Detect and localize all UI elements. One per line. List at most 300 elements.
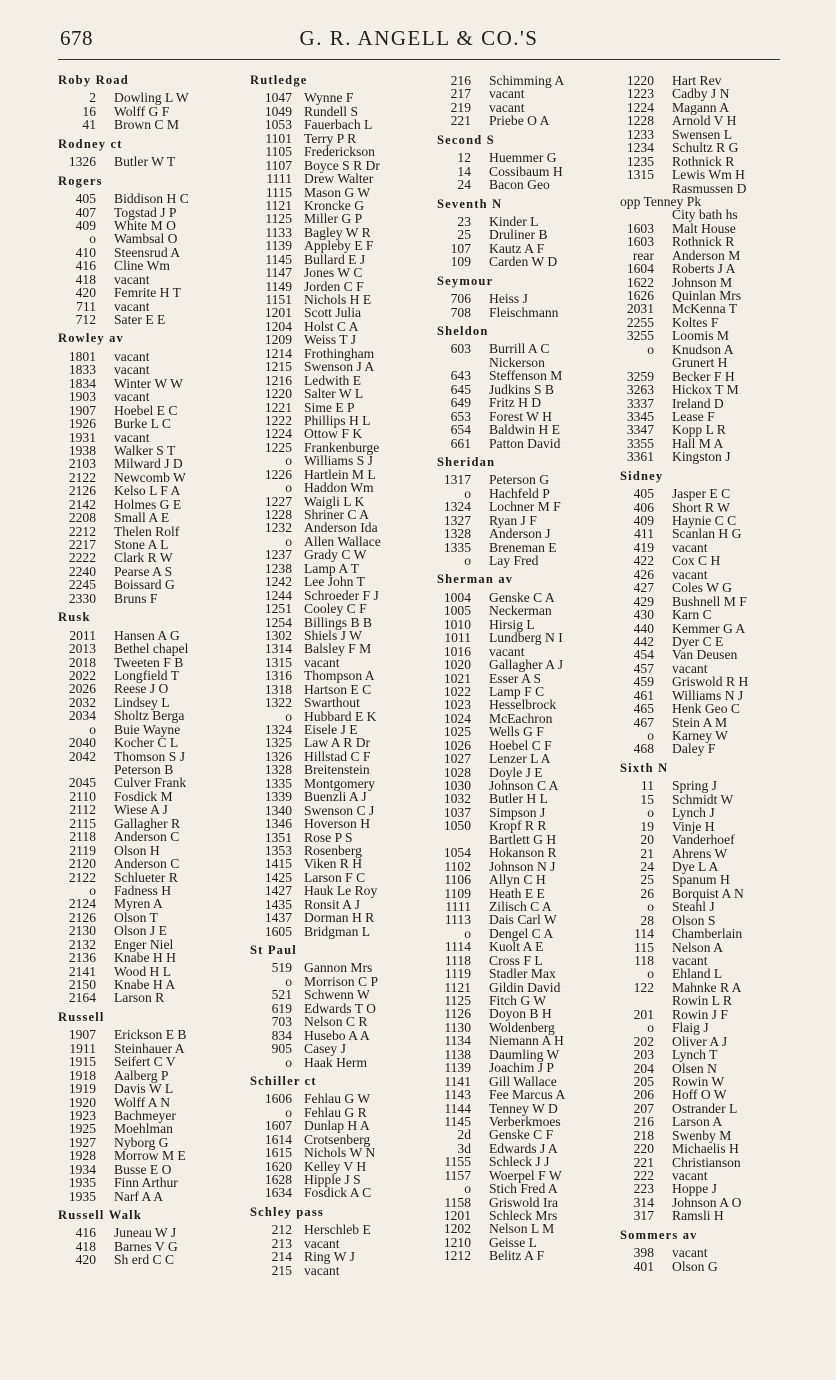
resident-name: Hipple J S: [304, 1172, 361, 1187]
resident-name: Hoppe J: [672, 1181, 717, 1197]
directory-entry: [58, 736, 258, 749]
resident-name: Van Deusen: [672, 647, 738, 663]
resident-name: Lindsey L: [114, 694, 170, 710]
directory-entry: [250, 508, 450, 521]
resident-name: Husebo A A: [304, 1027, 370, 1043]
directory-entry: [437, 500, 637, 513]
directory-entry: [620, 527, 820, 540]
directory-entry: [58, 642, 258, 655]
resident-name: Biddison H C: [114, 191, 189, 207]
directory-entry: [437, 1236, 637, 1249]
resident-name: Dorman H R: [304, 910, 375, 926]
directory-entry: [437, 752, 637, 765]
directory-entry: [250, 710, 450, 723]
house-number: 1115: [265, 184, 292, 200]
house-number: 3d: [457, 1140, 471, 1156]
house-number: 1144: [444, 1100, 471, 1116]
directory-entry: [437, 792, 637, 805]
house-number: 465: [633, 701, 654, 717]
house-number: 207: [633, 1100, 654, 1116]
house-number: o: [285, 1054, 292, 1070]
house-number: 1020: [443, 657, 471, 673]
resident-name: Wynne F: [304, 90, 354, 106]
directory-entry: [437, 604, 637, 617]
directory-entry: [437, 215, 637, 228]
directory-entry: [250, 1002, 450, 1015]
directory-entry: [620, 806, 820, 819]
directory-entry: [437, 766, 637, 779]
directory-entry: [250, 1056, 450, 1069]
house-number: 1114: [444, 939, 471, 955]
street-heading: Rowley av: [58, 331, 125, 346]
house-number: 2240: [68, 563, 96, 579]
street-heading: Rusk: [58, 610, 91, 625]
resident-name: vacant: [672, 1168, 708, 1183]
house-number: 2045: [68, 775, 96, 791]
house-number: 2245: [68, 577, 96, 593]
resident-name: Belitz A F: [489, 1248, 545, 1264]
directory-entry: [437, 383, 637, 396]
directory-entry: [250, 988, 450, 1001]
house-number: 1926: [68, 416, 96, 432]
resident-name: Steffenson M: [489, 368, 563, 384]
street-heading: Sheridan: [437, 454, 496, 469]
resident-name: Anderson M: [672, 247, 741, 263]
resident-name: Stone A L: [114, 537, 169, 552]
resident-name: Fosdick A C: [304, 1185, 372, 1201]
directory-entry: [620, 289, 820, 302]
resident-name: Bethel chapel: [114, 641, 189, 657]
house-number: o: [647, 341, 654, 357]
resident-name: Larson F C: [304, 869, 366, 885]
house-number: 1227: [264, 493, 292, 509]
resident-name: Geisse L: [489, 1234, 537, 1250]
header-rule: [58, 59, 780, 60]
house-number: 223: [633, 1181, 654, 1197]
house-number: 1032: [443, 791, 471, 807]
resident-name: Rundell S: [304, 103, 359, 119]
house-number: 2110: [69, 788, 96, 804]
directory-entry: [250, 521, 450, 534]
resident-name: Pearse A S: [114, 563, 173, 579]
directory-entry: [58, 118, 258, 131]
resident-name: Stadler Max: [489, 966, 556, 982]
resident-name: Boissard G: [114, 577, 175, 593]
directory-entry: [620, 595, 820, 608]
resident-name: Patton David: [489, 435, 561, 451]
house-number: 1134: [444, 1033, 471, 1049]
house-number: 1105: [265, 144, 292, 160]
resident-name: Terry P R: [304, 130, 357, 146]
resident-name: Nelson C R: [304, 1014, 368, 1030]
resident-name: Barnes V G: [114, 1238, 178, 1254]
directory-entry: [250, 186, 450, 199]
street-section: [250, 944, 450, 1069]
house-number: 3345: [626, 408, 654, 424]
house-number: 1435: [264, 896, 292, 912]
resident-name: Newcomb W: [114, 469, 186, 485]
resident-name: Ronsit A J: [304, 896, 360, 912]
house-number: 16: [82, 103, 96, 119]
directory-entry: [58, 763, 258, 776]
directory-entry: [437, 473, 637, 486]
house-number: 2011: [69, 627, 96, 643]
resident-name: Genske C F: [489, 1127, 554, 1143]
street-section: [58, 332, 258, 605]
house-number: 3361: [626, 449, 654, 465]
directory-entry: [250, 253, 450, 266]
directory-entry: [437, 698, 637, 711]
directory-entry: [437, 1249, 637, 1262]
resident-name: Cox C H: [672, 553, 721, 569]
resident-name: Walker S T: [114, 442, 176, 458]
resident-name: Lundberg N I: [489, 630, 563, 646]
house-number: 216: [450, 73, 471, 88]
street-section: [437, 134, 637, 192]
resident-name: Stein A M: [672, 714, 728, 730]
resident-name: Kuolt A E: [489, 939, 544, 955]
house-number: 221: [450, 113, 471, 129]
house-number: 14: [457, 163, 471, 179]
directory-entry: [58, 1163, 258, 1176]
house-number: 1021: [443, 670, 471, 686]
house-number: 411: [634, 526, 654, 542]
house-number: 1335: [264, 775, 292, 791]
house-number: 418: [75, 271, 96, 287]
house-number: 1202: [443, 1221, 471, 1237]
house-number: 1328: [264, 762, 292, 778]
resident-name: Hokanson R: [489, 845, 557, 861]
resident-name: vacant: [489, 86, 525, 102]
directory-entry: [58, 219, 258, 232]
resident-name: Thelen Rolf: [114, 523, 180, 539]
house-number: 468: [633, 741, 654, 757]
resident-name: Mason G W: [304, 184, 371, 200]
resident-name: Dais Carl W: [489, 912, 557, 928]
directory-entry: [620, 222, 820, 235]
house-number: 1931: [68, 429, 96, 445]
house-number: o: [285, 453, 292, 469]
house-number: 1145: [444, 1113, 471, 1129]
resident-name: Lee John T: [304, 574, 365, 590]
resident-name: Bridgman L: [304, 923, 371, 939]
resident-name: Vinje H: [672, 818, 715, 834]
resident-name: Miller G P: [304, 211, 363, 227]
directory-entry: [620, 887, 820, 900]
resident-name: Nichols H E: [304, 292, 372, 307]
directory-entry: [58, 390, 258, 403]
resident-name: Quinlan Mrs: [672, 288, 742, 303]
house-number: 420: [75, 1252, 96, 1268]
resident-name: Casey J: [304, 1041, 346, 1057]
directory-entry: [58, 457, 258, 470]
house-number: o: [285, 1104, 292, 1120]
directory-entry: [620, 648, 820, 661]
resident-name: Priebe O A: [489, 113, 550, 129]
resident-name: McKenna T: [672, 301, 738, 317]
house-number: 1201: [443, 1208, 471, 1223]
house-number: 1111: [266, 171, 292, 187]
street-section: [250, 74, 450, 938]
house-number: 2103: [68, 456, 96, 472]
directory-entry: [58, 629, 258, 642]
resident-name: Grady C W: [304, 547, 367, 563]
resident-name: vacant: [672, 1245, 708, 1261]
house-number: 712: [75, 312, 96, 327]
resident-name: Spring J: [672, 778, 717, 794]
house-number: 1606: [264, 1091, 292, 1107]
house-number: 1907: [68, 402, 96, 418]
resident-name: Wiese A J: [114, 802, 168, 818]
resident-name: Dyer C E: [672, 633, 724, 649]
house-number: 1915: [68, 1054, 96, 1070]
house-number: 409: [633, 513, 654, 528]
directory-entry: [250, 118, 450, 131]
house-number: 19: [640, 818, 654, 834]
resident-name: Schultz R G: [672, 140, 739, 156]
house-number: 1025: [443, 724, 471, 740]
directory-entry: [620, 675, 820, 688]
directory-entry: [437, 940, 637, 953]
directory-entry: [250, 961, 450, 974]
house-number: 1425: [264, 869, 292, 885]
directory-entry: [58, 669, 258, 682]
house-number: 215: [271, 1262, 292, 1278]
house-number: 1834: [68, 375, 96, 391]
resident-name: Hillstad C F: [304, 748, 371, 764]
house-number: 1925: [68, 1121, 96, 1137]
directory-entry: [620, 716, 820, 729]
resident-name: Eisele J E: [304, 722, 358, 737]
directory-entry: [620, 662, 820, 675]
house-number: 204: [633, 1060, 654, 1076]
house-number: 661: [450, 435, 471, 451]
resident-name: Neckerman: [489, 603, 552, 619]
directory-entry: [437, 242, 637, 255]
resident-name: Knudson A: [672, 341, 734, 357]
resident-name: Hachfeld P: [489, 485, 550, 501]
house-number: 1427: [264, 883, 292, 899]
house-number: 1934: [68, 1161, 96, 1177]
directory-entry: [250, 1106, 450, 1119]
house-number: 2026: [68, 681, 96, 697]
house-number: 708: [450, 304, 471, 320]
resident-name: Shiels J W: [304, 627, 362, 643]
resident-name: Nelson L M: [489, 1221, 555, 1237]
resident-name: Fleischmann: [489, 304, 559, 320]
directory-entry: [620, 128, 820, 141]
directory-entry: [437, 779, 637, 792]
resident-name: Sholtz Berga: [114, 708, 185, 724]
resident-name: Reese J O: [114, 681, 169, 697]
directory-entry: [437, 1061, 637, 1074]
resident-name: Peterson G: [489, 472, 550, 488]
street-section: [437, 198, 637, 269]
directory-entry: [620, 689, 820, 702]
house-number: 1326: [68, 154, 96, 170]
directory-entry: [250, 562, 450, 575]
resident-name: Gannon Mrs: [304, 960, 373, 976]
house-number: 222: [633, 1168, 654, 1183]
house-number: 1139: [444, 1060, 471, 1076]
street-heading: Sixth N: [620, 760, 669, 775]
house-number: 1628: [264, 1172, 292, 1187]
house-number: 1121: [444, 979, 471, 995]
resident-name: Fitch G W: [489, 993, 547, 1008]
house-number: 2136: [68, 950, 96, 966]
house-number: 1022: [443, 683, 471, 699]
directory-entry: [437, 954, 637, 967]
resident-name: vacant: [114, 362, 150, 378]
house-number: 1118: [444, 952, 471, 968]
house-number: 1235: [626, 153, 654, 169]
directory-entry: [58, 709, 258, 722]
resident-name: Phillips H L: [304, 412, 371, 428]
house-number: 1335: [443, 539, 471, 555]
directory-entry: [58, 830, 258, 843]
resident-name: Koltes F: [672, 314, 719, 330]
house-number: 1147: [265, 265, 292, 281]
directory-entry: [58, 565, 258, 578]
house-number: o: [647, 1020, 654, 1036]
house-number: 1215: [264, 359, 292, 375]
resident-name: Seifert C V: [114, 1054, 176, 1070]
house-number: 1626: [626, 288, 654, 303]
directory-entry: [437, 725, 637, 738]
house-number: 1326: [264, 748, 292, 764]
street-heading: Russell Walk: [58, 1208, 142, 1222]
directory-entry: [620, 860, 820, 873]
directory-entry: [437, 396, 637, 409]
directory-entry: [620, 249, 820, 262]
resident-name: Doyle J E: [489, 764, 543, 780]
house-number: 2142: [68, 496, 96, 512]
directory-entry: [58, 911, 258, 924]
house-number: 15: [640, 791, 654, 807]
house-number: 1158: [444, 1194, 471, 1210]
resident-name: Lamp A T: [304, 560, 359, 576]
resident-name: Hickox T M: [672, 382, 739, 398]
house-number: 1226: [264, 466, 292, 482]
resident-name: Larson A: [672, 1114, 723, 1130]
house-number: 1254: [264, 614, 292, 630]
directory-entry: [58, 363, 258, 376]
directory-entry: [437, 1007, 637, 1020]
resident-name: Weiss T J: [304, 332, 357, 348]
directory-entry: [250, 1173, 450, 1186]
directory-entry: [620, 581, 820, 594]
house-number: 1149: [265, 278, 292, 294]
directory-entry: [620, 967, 820, 980]
resident-name: vacant: [114, 389, 150, 405]
house-number: 1224: [626, 99, 654, 115]
resident-name: Olson S: [672, 912, 716, 928]
directory-entry: [250, 763, 450, 776]
directory-entry: [58, 897, 258, 910]
directory-entry: [437, 967, 637, 980]
house-number: 2013: [68, 641, 96, 657]
resident-name: Doyon B H: [489, 1006, 552, 1022]
resident-name: Holmes G E: [114, 496, 182, 512]
resident-name: Griswold R H: [672, 674, 749, 690]
directory-entry: [437, 1102, 637, 1115]
directory-entry: [437, 228, 637, 241]
resident-name: Williams S J: [304, 453, 373, 469]
house-number: 1141: [444, 1073, 471, 1089]
directory-entry: [58, 404, 258, 417]
directory-entry: [620, 383, 820, 396]
resident-name: Christianson: [672, 1154, 741, 1170]
resident-name: Zilisch C A: [489, 898, 552, 914]
resident-name: Carden W D: [489, 254, 558, 270]
house-number: 1106: [444, 872, 471, 888]
resident-name: Heath E E: [489, 885, 545, 901]
directory-entry: [620, 1048, 820, 1061]
house-number: 1157: [444, 1167, 471, 1183]
directory-entry: [58, 471, 258, 484]
resident-name: Frederickson: [304, 144, 375, 160]
house-number: 1833: [68, 362, 96, 378]
resident-name: Johnson N J: [489, 858, 556, 874]
resident-name: Steinhauer A: [114, 1040, 185, 1056]
house-number: o: [464, 553, 471, 568]
resident-name: Cadby J N: [672, 86, 730, 102]
resident-name: Busse E O: [114, 1161, 172, 1177]
directory-entry: [250, 975, 450, 988]
directory-entry: [620, 793, 820, 806]
directory-entry: [437, 1169, 637, 1182]
directory-entry: [437, 873, 637, 886]
directory-entry: [250, 723, 450, 736]
resident-name: Boyce S R Dr: [304, 157, 380, 173]
directory-entry: [437, 369, 637, 382]
directory-entry: [620, 1075, 820, 1088]
house-number: 2d: [457, 1127, 471, 1143]
house-number: 1005: [443, 603, 471, 619]
house-number: 202: [633, 1033, 654, 1049]
house-number: 1028: [443, 764, 471, 780]
directory-entry: [620, 276, 820, 289]
resident-name: Haak Herm: [304, 1054, 368, 1070]
resident-name: Judkins S B: [489, 381, 554, 397]
resident-name: vacant: [114, 298, 150, 314]
directory-entry: [437, 1034, 637, 1047]
resident-name: vacant: [304, 1235, 340, 1251]
directory-entry: [620, 87, 820, 100]
directory-entry: [58, 1176, 258, 1189]
resident-name: Olson H: [114, 842, 160, 858]
directory-entry: [620, 1115, 820, 1128]
directory-entry: [437, 87, 637, 100]
directory-entry: [620, 900, 820, 913]
house-number: 1220: [626, 73, 654, 88]
house-number: 1026: [443, 737, 471, 753]
street-section: [620, 762, 820, 1223]
directory-entry: [58, 1122, 258, 1135]
resident-name: Ottow F K: [304, 426, 363, 442]
house-number: 1325: [264, 735, 292, 751]
directory-entry: [58, 776, 258, 789]
house-number: 1938: [68, 442, 96, 458]
directory-entry: [58, 246, 258, 259]
street-section: [250, 1206, 450, 1277]
street-heading: Sidney: [620, 468, 664, 483]
house-number: 219: [450, 99, 471, 115]
house-number: 1327: [443, 512, 471, 528]
house-number: 1111: [445, 898, 471, 914]
resident-name: Johnson A O: [672, 1194, 742, 1210]
directory-entry: [250, 602, 450, 615]
